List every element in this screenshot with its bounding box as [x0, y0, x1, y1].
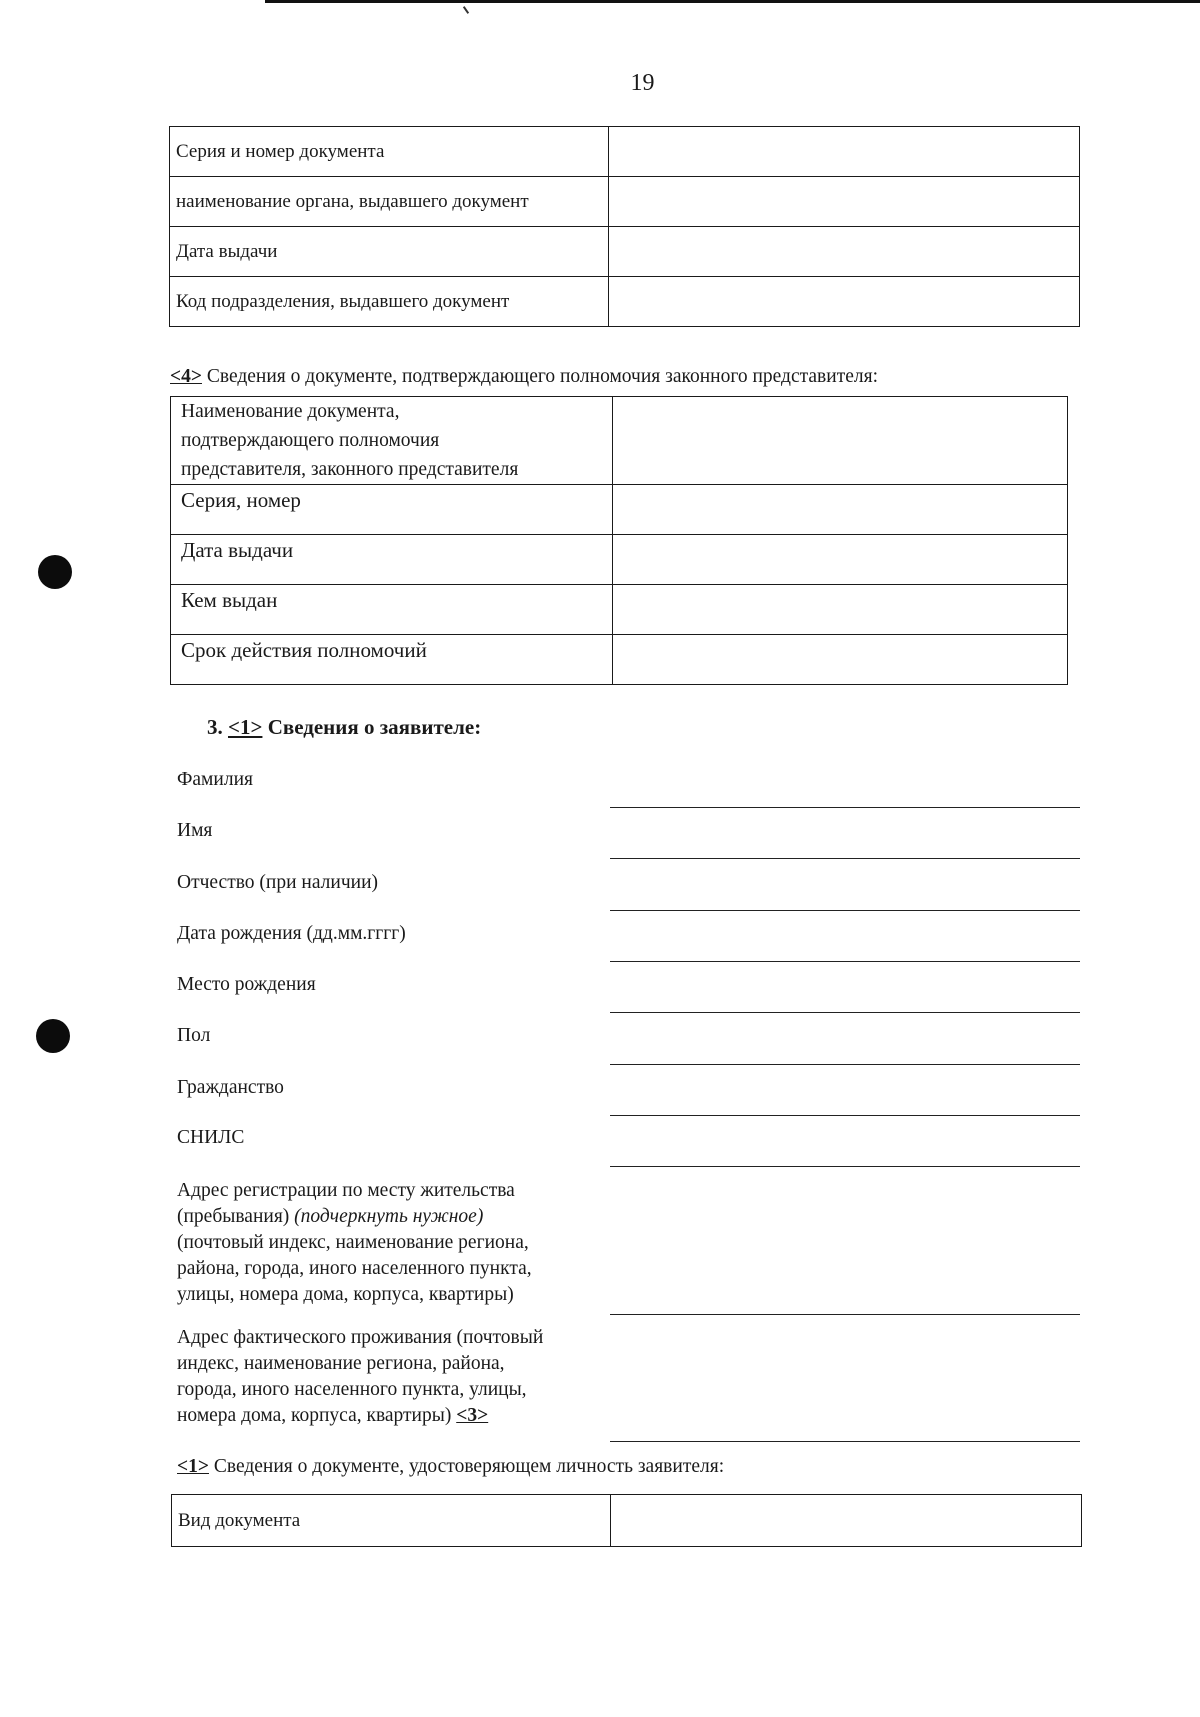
issue-date-label: Дата выдачи	[170, 227, 609, 277]
table-row	[171, 635, 1068, 685]
registration-address-label	[177, 1178, 532, 1308]
fact-address-line	[177, 1403, 543, 1429]
rep-issue-date-field[interactable]	[613, 535, 1068, 585]
citizenship-label: Гражданство	[177, 1077, 284, 1098]
gender-field[interactable]	[610, 1064, 1080, 1065]
table-row	[171, 535, 1068, 585]
first-name-label: Имя	[177, 820, 213, 841]
gender-label: Пол	[177, 1025, 211, 1046]
division-code-field[interactable]	[609, 277, 1080, 327]
doc-type-label: Вид документа	[172, 1495, 611, 1547]
rep-doc-name-line: Наименование документа,	[181, 401, 400, 422]
representative-document-table	[170, 396, 1068, 685]
issuing-authority-field[interactable]	[609, 177, 1080, 227]
fact-address-text: номера дома, корпуса, квартиры)	[177, 1405, 457, 1426]
issue-date-field[interactable]	[609, 227, 1080, 277]
rep-doc-name-line: представителя, законного представителя	[181, 459, 519, 480]
registration-address-field[interactable]	[610, 1314, 1080, 1315]
fact-address-line: Адрес фактического проживания (почтовый	[177, 1327, 544, 1348]
punch-hole	[36, 1019, 70, 1053]
identity-document-table	[171, 1494, 1082, 1547]
birth-place-field[interactable]	[610, 1012, 1080, 1013]
snils-label: СНИЛС	[177, 1127, 245, 1148]
reg-address-line: Адрес регистрации по месту жительства	[177, 1180, 515, 1201]
citizenship-field[interactable]	[610, 1115, 1080, 1116]
rep-validity-field[interactable]	[613, 635, 1068, 685]
reg-address-line: (почтовый индекс, наименование региона,	[177, 1232, 529, 1253]
table-row	[172, 1495, 1082, 1547]
rep-series-number-label: Серия, номер	[171, 485, 613, 535]
division-code-label: Код подразделения, выдавшего документ	[170, 277, 609, 327]
patronymic-label: Отчество (при наличии)	[177, 872, 379, 893]
birth-date-field[interactable]	[610, 961, 1080, 962]
actual-address-field[interactable]	[610, 1441, 1080, 1442]
doc-series-number-label: Серия и номер документа	[170, 127, 609, 177]
rep-doc-name-line: подтверждающего полномочия	[181, 430, 440, 451]
rep-issued-by-field[interactable]	[613, 585, 1068, 635]
rep-doc-name-label	[171, 397, 613, 485]
table-row	[171, 585, 1068, 635]
doc-series-number-field[interactable]	[609, 127, 1080, 177]
page-top-border	[265, 0, 1200, 3]
surname-label: Фамилия	[177, 769, 253, 790]
patronymic-field[interactable]	[610, 910, 1080, 911]
punch-hole	[38, 555, 72, 589]
reg-address-text: (пребывания)	[177, 1206, 295, 1227]
rep-series-number-field[interactable]	[613, 485, 1068, 535]
page-number: 19	[630, 70, 655, 96]
birth-date-label: Дата рождения (дд.мм.гггг)	[177, 923, 406, 944]
note-4-ref: <4>	[170, 366, 202, 387]
fact-address-line: индекс, наименование региона, района,	[177, 1353, 505, 1374]
section-3-heading	[207, 715, 481, 740]
surname-field[interactable]	[610, 807, 1080, 808]
issuing-authority-label: наименование органа, выдавшего документ	[170, 177, 609, 227]
rep-doc-name-field[interactable]	[613, 397, 1068, 485]
rep-issue-date-label: Дата выдачи	[171, 535, 613, 585]
rep-issued-by-label: Кем выдан	[171, 585, 613, 635]
reg-address-line: улицы, номера дома, корпуса, квартиры)	[177, 1284, 514, 1305]
table-row	[170, 277, 1080, 327]
section-title: Сведения о заявителе:	[262, 715, 482, 739]
note-1-ref: <1>	[177, 1456, 209, 1477]
reg-address-hint: (подчеркнуть нужное)	[294, 1206, 484, 1227]
section-number: 3.	[207, 715, 228, 739]
note-1-text: Сведения о документе, удостоверяющем личность заявителя:	[208, 1456, 725, 1477]
birth-place-label: Место рождения	[177, 974, 316, 995]
fact-address-line: города, иного населенного пункта, улицы,	[177, 1379, 527, 1400]
scan-mark	[463, 6, 469, 14]
reg-address-line	[177, 1204, 532, 1230]
note-4	[170, 366, 878, 388]
actual-address-label	[177, 1325, 543, 1429]
snils-field[interactable]	[610, 1166, 1080, 1167]
first-name-field[interactable]	[610, 858, 1080, 859]
table-row	[170, 177, 1080, 227]
table-row	[170, 227, 1080, 277]
fact-address-ref: <3>	[456, 1405, 489, 1426]
rep-validity-label: Срок действия полномочий	[171, 635, 613, 685]
section-ref: <1>	[228, 715, 263, 739]
document-details-table	[169, 126, 1080, 327]
reg-address-line: района, города, иного населенного пункта,	[177, 1258, 532, 1279]
table-row	[171, 397, 1068, 485]
doc-type-field[interactable]	[611, 1495, 1082, 1547]
note-4-text: Сведения о документе, подтверждающего полномочия законного представителя:	[201, 366, 878, 387]
table-row	[171, 485, 1068, 535]
note-1	[177, 1456, 724, 1478]
table-row	[170, 127, 1080, 177]
